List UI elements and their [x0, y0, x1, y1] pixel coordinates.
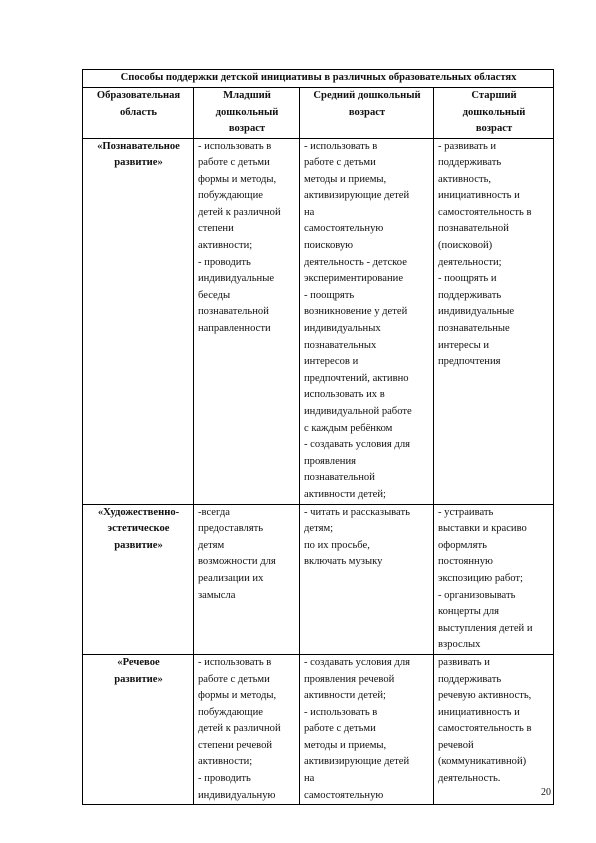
page-number: 20	[541, 787, 551, 798]
cell-text-line: возможности для	[198, 556, 276, 568]
cell-text-line: формы и методы,	[198, 690, 277, 702]
cell-text-line: индивидуальных	[304, 323, 381, 335]
cell-cognitive-junior	[194, 138, 300, 504]
cell-text-line: на	[304, 206, 315, 218]
cell-text-line: Образовательная	[96, 90, 181, 101]
cell-text-line: степени	[198, 223, 234, 235]
header-junior	[194, 88, 300, 139]
cell-text-line: - организовывать	[438, 589, 516, 601]
cell-text-line: активности детей;	[304, 488, 386, 500]
cell-text-line: формы и методы,	[198, 173, 277, 185]
cell-text-line: оформлять	[438, 539, 487, 551]
cell-text-line: проявления речевой	[304, 673, 395, 685]
cell-text-line: развитие»	[114, 539, 163, 551]
cell-text-line: самостоятельность в	[438, 723, 532, 735]
cell-text-line: Младший	[223, 90, 271, 101]
cell-text-line: дошкольный	[462, 106, 526, 118]
header-middle	[300, 88, 434, 139]
cell-text-line: речевой	[438, 739, 474, 751]
cell-text-line: Старший	[471, 90, 517, 101]
cell-text-line: инициативность и	[438, 706, 520, 718]
table-header-row	[83, 88, 554, 139]
cell-text-line: эстетическое	[107, 523, 170, 535]
cell-text-line: деятельность - детское	[304, 256, 407, 268]
cell-text-line: постоянную	[438, 556, 493, 568]
cell-text-line: степени речевой	[198, 739, 273, 751]
cell-text-line: включать музыку	[304, 556, 383, 568]
cell-text-line: - создавать условия для	[304, 439, 410, 451]
cell-text-line: методы и приемы,	[304, 739, 387, 751]
cell-text-line: выступления детей и	[438, 622, 533, 634]
cell-text-line: - поощрять и	[438, 273, 497, 285]
cell-text-line: самостоятельную	[304, 789, 384, 801]
cell-text-line: детям	[198, 539, 225, 551]
cell-text-line: развитие»	[114, 673, 163, 685]
cell-text-line: работе с детьми	[304, 723, 376, 735]
cell-text-line: активности;	[198, 240, 253, 252]
cell-text-line: развивать и	[438, 656, 490, 668]
cell-text-line: возникновение у детей	[304, 306, 408, 318]
cell-text-line: концерты для	[438, 606, 500, 618]
cell-text-line: - развивать и	[438, 140, 497, 152]
cell-text-line: интересов и	[304, 356, 359, 368]
cell-text-line: возраст	[348, 106, 386, 118]
cell-text-line: «Познавательное	[97, 140, 180, 152]
cell-text-line: - использовать в	[304, 140, 378, 152]
cell-text-line: методы и приемы,	[304, 173, 387, 185]
cell-text-line: - проводить	[198, 256, 251, 268]
cell-text-line: - читать и рассказывать	[304, 506, 410, 518]
cell-text-line: побуждающие	[198, 706, 263, 718]
cell-cognitive-middle	[300, 138, 434, 504]
cell-text-line: использовать их в	[304, 389, 385, 401]
cell-text-line: деятельность.	[438, 773, 501, 785]
table-title: Способы поддержки детской инициативы в различных образовательных областях	[83, 70, 554, 88]
area-speech	[83, 654, 194, 804]
cell-text-line: с каждым ребёнком	[304, 422, 393, 434]
cell-text-line: - использовать в	[198, 656, 272, 668]
cell-text-line: деятельности;	[438, 256, 502, 268]
cell-text-line: речевую активность,	[438, 690, 532, 702]
cell-text-line: активизирующие детей	[304, 756, 410, 768]
cell-text-line: - поощрять	[304, 289, 355, 301]
cell-text-line: поисковую	[304, 240, 354, 252]
cell-text-line: - проводить	[198, 773, 251, 785]
cell-text-line: активность,	[438, 173, 492, 185]
cell-text-line: активности детей;	[304, 690, 386, 702]
cell-text-line: поддерживать	[438, 289, 502, 301]
cell-text-line: детей к различной	[198, 723, 281, 735]
cell-artistic-junior	[194, 504, 300, 654]
cell-text-line: самостоятельную	[304, 223, 384, 235]
cell-text-line: интересы и	[438, 339, 490, 351]
cell-cognitive-senior	[434, 138, 554, 504]
cell-speech-middle	[300, 654, 434, 804]
cell-text-line: предпочтений, активно	[304, 372, 409, 384]
cell-text-line: Средний дошкольный	[313, 90, 421, 101]
cell-text-line: индивидуальной работе	[304, 406, 412, 417]
cell-text-line: познавательные	[438, 323, 510, 335]
area-artistic	[83, 504, 194, 654]
cell-text-line: индивидуальные	[198, 273, 275, 285]
area-cognitive	[83, 138, 194, 504]
cell-text-line: возраст	[475, 123, 513, 134]
cell-text-line: направленности	[198, 323, 271, 335]
cell-text-line: экспозицию работ;	[438, 572, 523, 584]
cell-text-line: проявления	[304, 455, 356, 467]
cell-text-line: (коммуникативной)	[438, 756, 527, 768]
cell-text-line: работе с детьми	[198, 673, 270, 685]
cell-text-line: поддерживать	[438, 673, 502, 685]
cell-text-line: - устраивать	[438, 506, 494, 518]
cell-text-line: - использовать в	[304, 706, 378, 718]
cell-text-line: область	[119, 106, 158, 118]
header-senior	[434, 88, 554, 139]
cell-artistic-middle	[300, 504, 434, 654]
cell-text-line: -всегда	[198, 506, 230, 518]
cell-text-line: «Речевое	[117, 656, 160, 668]
cell-text-line: работе с детьми	[198, 157, 270, 169]
cell-text-line: индивидуальную	[198, 789, 276, 801]
cell-text-line: развитие»	[114, 157, 163, 169]
cell-speech-junior	[194, 654, 300, 804]
cell-text-line: активности;	[198, 756, 253, 768]
cell-text-line: работе с детьми	[304, 157, 376, 169]
cell-text-line: предпочтения	[438, 356, 501, 368]
cell-artistic-senior	[434, 504, 554, 654]
cell-text-line: познавательной	[198, 306, 269, 318]
cell-text-line: - создавать условия для	[304, 656, 410, 668]
table-row-speech	[83, 654, 554, 804]
cell-text-line: реализации их	[198, 572, 264, 584]
cell-text-line: поддерживать	[438, 157, 502, 169]
cell-text-line: замысла	[198, 589, 236, 601]
cell-text-line: активизирующие детей	[304, 190, 410, 202]
cell-text-line: предоставлять	[198, 523, 264, 535]
cell-text-line: дошкольный	[215, 106, 279, 118]
cell-text-line: индивидуальные	[438, 306, 515, 318]
cell-text-line: возраст	[228, 123, 266, 134]
cell-text-line: выставки и красиво	[438, 523, 527, 535]
cell-text-line: детей к различной	[198, 206, 281, 218]
table-row-cognitive	[83, 138, 554, 504]
cell-text-line: (поисковой)	[438, 240, 493, 252]
cell-speech-senior	[434, 654, 554, 804]
cell-text-line: детям;	[304, 523, 334, 535]
cell-text-line: - использовать в	[198, 140, 272, 152]
cell-text-line: «Художественно-	[97, 506, 180, 518]
cell-text-line: экспериментирование	[304, 273, 404, 285]
cell-text-line: на	[304, 773, 315, 785]
cell-text-line: беседы	[198, 289, 231, 301]
cell-text-line: самостоятельность в	[438, 206, 532, 218]
cell-text-line: побуждающие	[198, 190, 263, 202]
initiative-support-table	[82, 69, 554, 805]
header-area	[83, 88, 194, 139]
cell-text-line: взрослых	[438, 639, 481, 651]
cell-text-line: инициативность и	[438, 190, 520, 202]
table-title-row	[83, 70, 554, 88]
cell-text-line: по их просьбе,	[304, 539, 370, 551]
cell-text-line: познавательной	[304, 472, 375, 484]
cell-text-line: познавательных	[304, 339, 377, 351]
table-row-artistic	[83, 504, 554, 654]
cell-text-line: познавательной	[438, 223, 509, 235]
